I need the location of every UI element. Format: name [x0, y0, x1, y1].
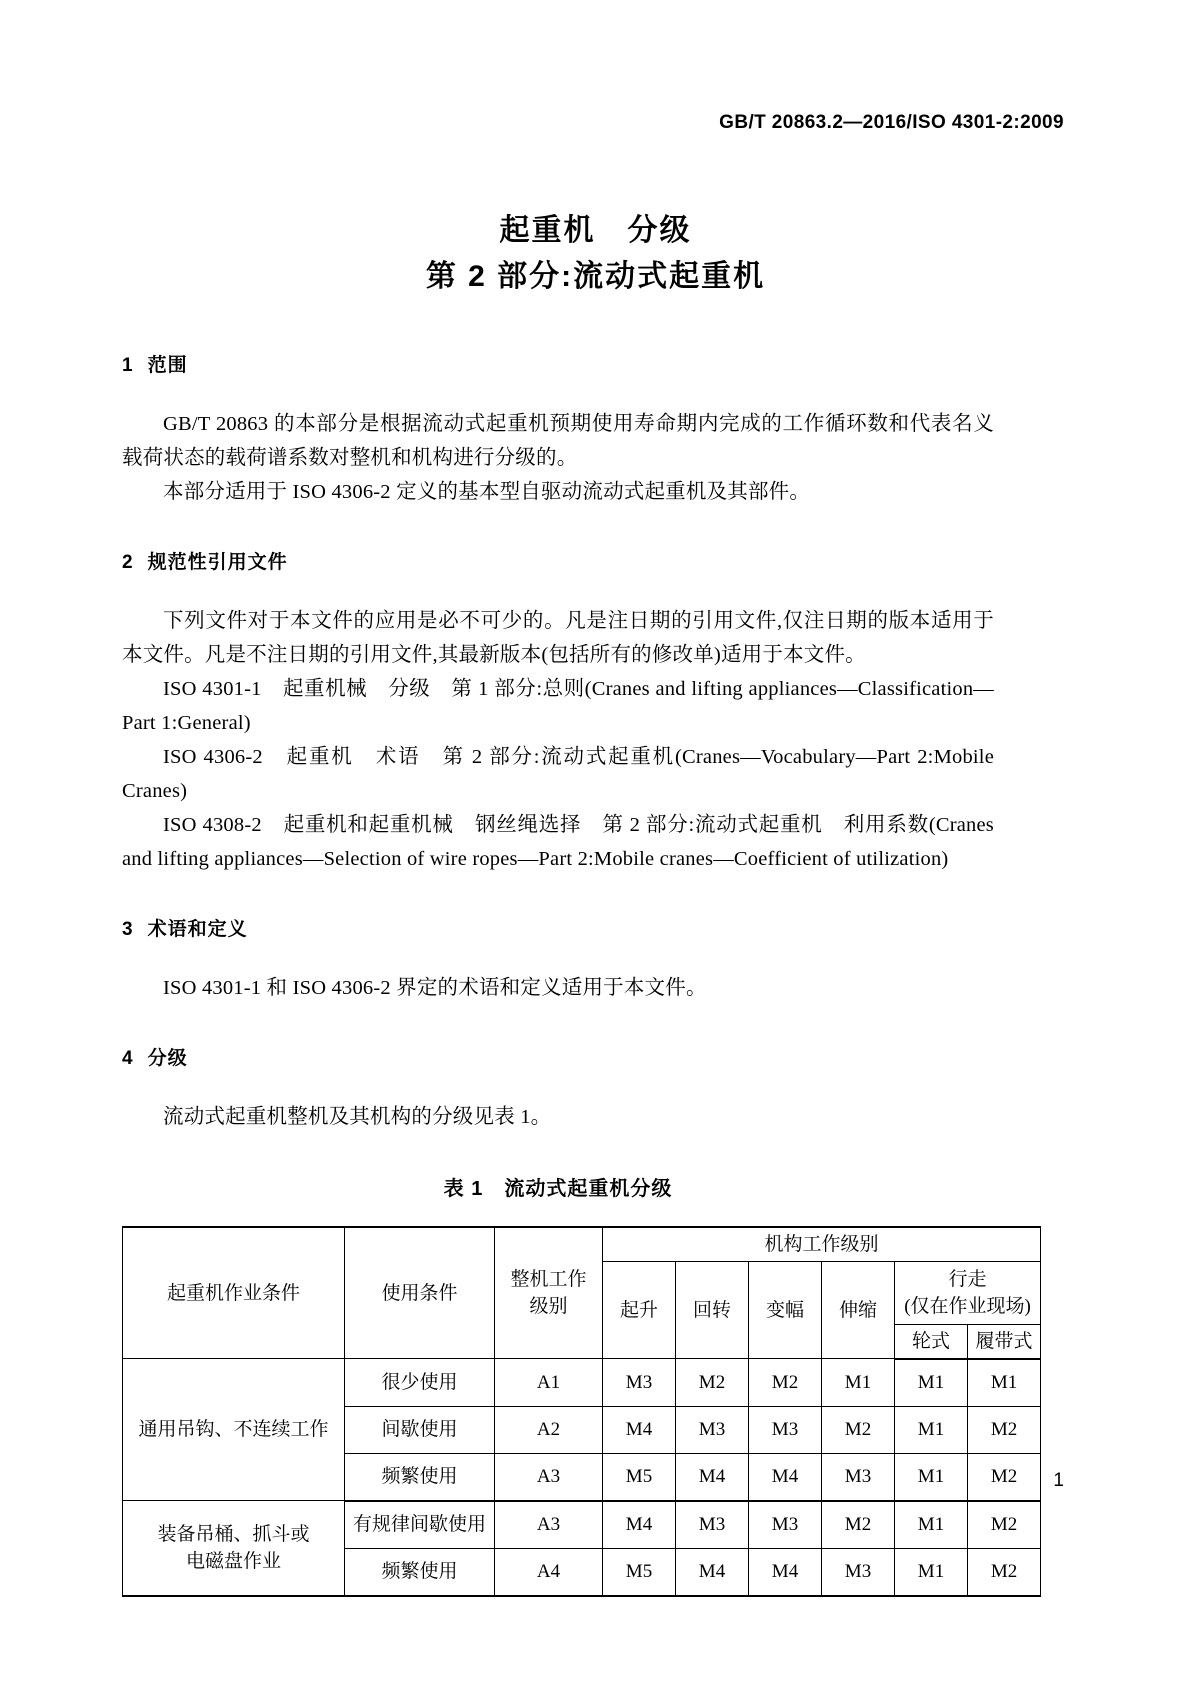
header-telescoping: 伸缩	[822, 1262, 895, 1359]
cell-telescoping: M2	[822, 1501, 895, 1549]
cell-hoisting: M4	[603, 1501, 676, 1549]
section-heading-1	[122, 350, 994, 377]
reference-iso-4301-1: ISO 4301-1 起重机械 分级 第 1 部分:总则(Cranes and lifting appliances—Classification—Part 1:General)	[122, 678, 994, 734]
header-mechanism-group: 机构工作级别	[603, 1227, 1041, 1262]
header-work-condition: 起重机作业条件	[123, 1227, 345, 1359]
cell-luffing: M4	[749, 1453, 822, 1501]
cell-luffing: M3	[749, 1406, 822, 1453]
cell-hoisting: M5	[603, 1548, 676, 1596]
section-title-4: 分级	[147, 1048, 188, 1069]
cell-use-condition: 有规律间歇使用	[345, 1501, 495, 1549]
title-line-1: 起重机 分级	[499, 214, 692, 247]
table-row	[123, 1359, 1041, 1407]
page-number: 1	[1053, 1470, 1064, 1491]
title-line-2: 第 2 部分:流动式起重机	[425, 260, 766, 293]
cell-machine-class: A3	[495, 1501, 603, 1549]
cell-use-condition: 频繁使用	[345, 1548, 495, 1596]
section-1-paragraph-1: GB/T 20863 的本部分是根据流动式起重机预期使用寿命期内完成的工作循环数和代表名义载荷状态的载荷谱系数对整机和机构进行分级的。	[122, 413, 994, 469]
row-group-label-2-line1: 装备吊桶、抓斗或	[157, 1523, 310, 1545]
classification-table	[122, 1226, 1041, 1597]
cell-wheeled: M1	[895, 1501, 968, 1549]
cell-use-condition: 频繁使用	[345, 1453, 495, 1501]
header-use-condition: 使用条件	[345, 1227, 495, 1359]
cell-telescoping: M3	[822, 1548, 895, 1596]
section-title-2: 规范性引用文件	[147, 552, 288, 573]
section-3-paragraph-1: ISO 4301-1 和 ISO 4306-2 界定的术语和定义适用于本文件。	[163, 977, 707, 999]
cell-crawler: M2	[968, 1453, 1041, 1501]
header-travel	[895, 1262, 1041, 1325]
cell-crawler: M2	[968, 1406, 1041, 1453]
header-slewing: 回转	[676, 1262, 749, 1359]
cell-luffing: M3	[749, 1501, 822, 1549]
section-number-4: 4	[122, 1048, 134, 1069]
row-group-label-2-line2: 电磁盘作业	[185, 1550, 281, 1572]
cell-crawler: M2	[968, 1501, 1041, 1549]
table-header-row-1	[123, 1227, 1041, 1262]
cell-luffing: M2	[749, 1359, 822, 1407]
cell-use-condition: 很少使用	[345, 1359, 495, 1407]
section-number-3: 3	[122, 919, 134, 940]
document-title	[0, 208, 1191, 300]
cell-slewing: M3	[676, 1501, 749, 1549]
reference-iso-4308-2: ISO 4308-2 起重机和起重机械 钢丝绳选择 第 2 部分:流动式起重机 利用系数(Cranes and lifting appliances—Selection of wire ropes—Part 2:Mobile cranes—Coefficient of utilization)	[122, 814, 994, 870]
cell-wheeled: M1	[895, 1359, 968, 1407]
cell-machine-class: A4	[495, 1548, 603, 1596]
header-hoisting: 起升	[603, 1262, 676, 1359]
cell-slewing: M4	[676, 1548, 749, 1596]
table-caption: 表 1 流动式起重机分级	[443, 1178, 673, 1200]
section-heading-3	[122, 914, 994, 941]
cell-hoisting: M4	[603, 1406, 676, 1453]
table-row	[123, 1501, 1041, 1549]
document-body	[122, 350, 1033, 1597]
cell-slewing: M4	[676, 1453, 749, 1501]
cell-telescoping: M2	[822, 1406, 895, 1453]
section-4-paragraph-1: 流动式起重机整机及其机构的分级见表 1。	[163, 1106, 552, 1128]
cell-telescoping: M3	[822, 1453, 895, 1501]
cell-hoisting: M5	[603, 1453, 676, 1501]
section-title-3: 术语和定义	[147, 919, 248, 940]
section-2-paragraph-1: 下列文件对于本文件的应用是必不可少的。凡是注日期的引用文件,仅注日期的版本适用于本文件。凡是不注日期的引用文件,其最新版本(包括所有的修改单)适用于本文件。	[122, 610, 994, 666]
cell-hoisting: M3	[603, 1359, 676, 1407]
cell-luffing: M4	[749, 1548, 822, 1596]
header-machine-class-line1: 整机工作	[510, 1269, 587, 1290]
section-number-2: 2	[122, 552, 134, 573]
section-heading-4	[122, 1043, 994, 1070]
section-heading-2	[122, 547, 994, 574]
cell-wheeled: M1	[895, 1548, 968, 1596]
reference-iso-4306-2: ISO 4306-2 起重机 术语 第 2 部分:流动式起重机(Cranes—Vocabulary—Part 2:Mobile Cranes)	[122, 746, 994, 802]
section-number-1: 1	[122, 355, 134, 376]
cell-telescoping: M1	[822, 1359, 895, 1407]
cell-machine-class: A1	[495, 1359, 603, 1407]
header-wheeled: 轮式	[895, 1324, 968, 1359]
section-1-paragraph-2: 本部分适用于 ISO 4306-2 定义的基本型自驱动流动式起重机及其部件。	[163, 481, 811, 503]
cell-wheeled: M1	[895, 1406, 968, 1453]
cell-machine-class: A2	[495, 1406, 603, 1453]
cell-crawler: M1	[968, 1359, 1041, 1407]
row-group-label-2	[123, 1501, 345, 1596]
running-header: GB/T 20863.2—2016/ISO 4301-2:2009	[719, 112, 1064, 133]
header-travel-line2: (仅在作业现场)	[904, 1295, 1031, 1317]
section-title-1: 范围	[147, 355, 188, 376]
cell-machine-class: A3	[495, 1453, 603, 1501]
row-group-label-1: 通用吊钩、不连续工作	[123, 1359, 345, 1501]
cell-wheeled: M1	[895, 1453, 968, 1501]
header-machine-class	[495, 1227, 603, 1359]
header-travel-line1: 行走	[948, 1268, 987, 1290]
cell-crawler: M2	[968, 1548, 1041, 1596]
cell-slewing: M3	[676, 1406, 749, 1453]
header-luffing: 变幅	[749, 1262, 822, 1359]
cell-slewing: M2	[676, 1359, 749, 1407]
header-machine-class-line2: 级别	[529, 1296, 568, 1317]
cell-use-condition: 间歇使用	[345, 1406, 495, 1453]
header-crawler: 履带式	[968, 1324, 1041, 1359]
